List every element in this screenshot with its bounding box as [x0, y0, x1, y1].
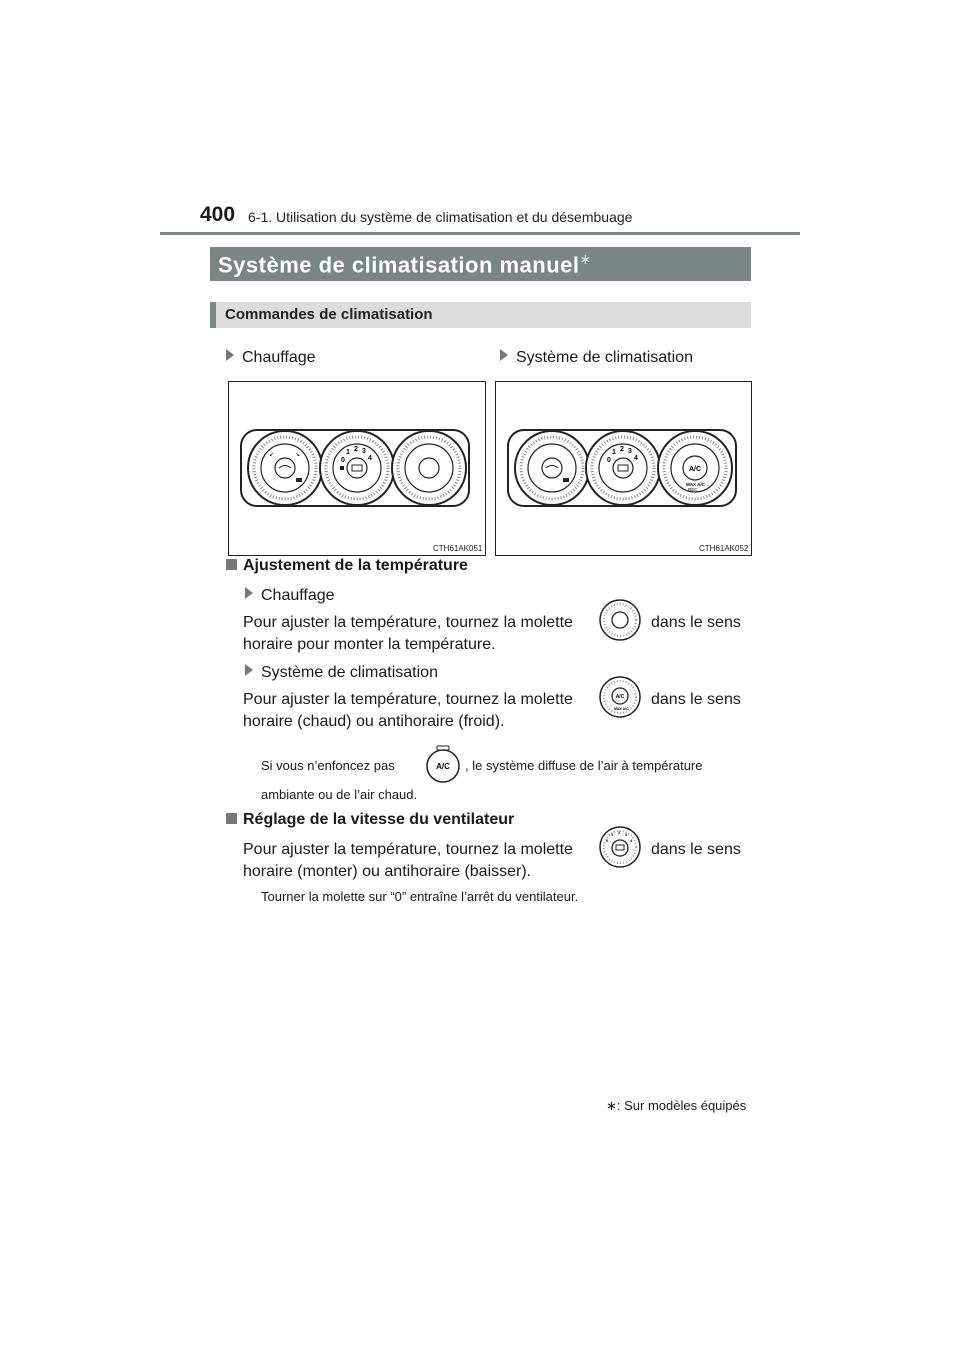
svg-text:4: 4 [634, 455, 638, 462]
heater-text-line1-right: dans le sens [651, 614, 741, 631]
ac-temperature-dial-icon [598, 675, 642, 719]
ac-temperature-dial-icon [658, 431, 732, 505]
svg-text:MAX A/C: MAX A/C [686, 482, 705, 487]
svg-text:2: 2 [620, 446, 624, 453]
fan-dial-icon [586, 431, 660, 505]
svg-text:3: 3 [628, 448, 632, 455]
fan-text-line1-left: Pour ajuster la température, tournez la molette [243, 841, 573, 858]
figure-caption-ac: Système de climatisation [500, 349, 693, 367]
title-asterisk: ∗ [579, 251, 592, 267]
note-line2: ambiante ou de l’air chaud. [261, 787, 418, 802]
svg-text:A/C: A/C [688, 466, 702, 473]
fan-text-line1-right: dans le sens [651, 841, 741, 858]
svg-text:0: 0 [607, 457, 611, 464]
heater-control-panel-illustration [229, 382, 485, 555]
ac-control-panel-illustration [496, 382, 751, 555]
figure-caption-heater: Chauffage [226, 349, 316, 367]
footnote-asterisk: ∗ [606, 1098, 617, 1113]
svg-text:0: 0 [341, 457, 345, 464]
svg-text:3: 3 [625, 832, 628, 837]
svg-text:0: 0 [606, 838, 609, 843]
running-title: 6-1. Utilisation du système de climatisation et du désembuage [248, 209, 633, 225]
header-rule [160, 232, 800, 235]
svg-text:A/C: A/C [615, 694, 625, 700]
mode-dial-icon [515, 431, 589, 505]
square-bullet-icon [226, 813, 237, 824]
section-title-bar [210, 247, 751, 281]
ac-button-icon [424, 745, 462, 783]
figure-ac-panel [495, 381, 752, 556]
figure-code-right: CTH61AK052 [699, 544, 749, 553]
fan-note: Tourner la molette sur “0” entraîne l’arrêt du ventilateur. [261, 889, 579, 904]
svg-text:MAX A/C: MAX A/C [614, 707, 629, 711]
svg-text:1: 1 [346, 449, 350, 456]
note-line1-left: Si vous n’enfoncez pas [261, 758, 395, 773]
ac-text-line1-left: Pour ajuster la température, tournez la molette [243, 691, 573, 708]
heater-text-line1-left: Pour ajuster la température, tournez la molette [243, 614, 573, 631]
triangle-bullet-icon [500, 349, 508, 361]
figure-heater-panel [228, 381, 486, 556]
svg-text:↘: ↘ [295, 451, 301, 458]
ac-text-line1-right: dans le sens [651, 691, 741, 708]
footnote: ∗: Sur modèles équipés [606, 1098, 747, 1113]
heading-fan-speed: Réglage de la vitesse du ventilateur [226, 811, 514, 829]
svg-text:2: 2 [354, 446, 358, 453]
fan-dial-icon [320, 431, 394, 505]
subsection-bar [210, 302, 751, 328]
svg-text:4: 4 [368, 455, 372, 462]
triangle-bullet-icon [245, 587, 253, 599]
svg-text:↙: ↙ [269, 451, 275, 458]
section-title: Système de climatisation manuel∗ [218, 251, 592, 278]
svg-text:1: 1 [612, 449, 616, 456]
heading-temperature: Ajustement de la température [226, 557, 468, 575]
heater-text-line2: horaire pour monter la température. [243, 636, 496, 653]
svg-text:4: 4 [630, 838, 633, 843]
note-line1-right: , le système diffuse de l’air à température [465, 758, 703, 773]
svg-text:2: 2 [618, 830, 621, 835]
square-bullet-icon [226, 559, 237, 570]
ac-subheading: Système de climatisation [245, 661, 438, 684]
svg-text:A/C: A/C [436, 762, 450, 771]
temperature-dial-icon [598, 598, 642, 642]
svg-text:REC: REC [688, 487, 698, 492]
figure-code-left: CTH61AK051 [433, 544, 483, 553]
page-number: 400 [200, 203, 236, 226]
fan-dial-icon [598, 825, 642, 869]
heater-subheading: Chauffage [245, 584, 335, 607]
svg-text:1: 1 [611, 832, 614, 837]
subsection-title: Commandes de climatisation [225, 306, 433, 323]
temperature-dial-icon [392, 431, 466, 505]
mode-dial-icon [248, 431, 322, 505]
triangle-bullet-icon [226, 349, 234, 361]
svg-text:3: 3 [362, 448, 366, 455]
fan-text-line2: horaire (monter) ou antihoraire (baisser). [243, 863, 532, 880]
triangle-bullet-icon [245, 664, 253, 676]
ac-text-line2: horaire (chaud) ou antihoraire (froid). [243, 713, 505, 730]
